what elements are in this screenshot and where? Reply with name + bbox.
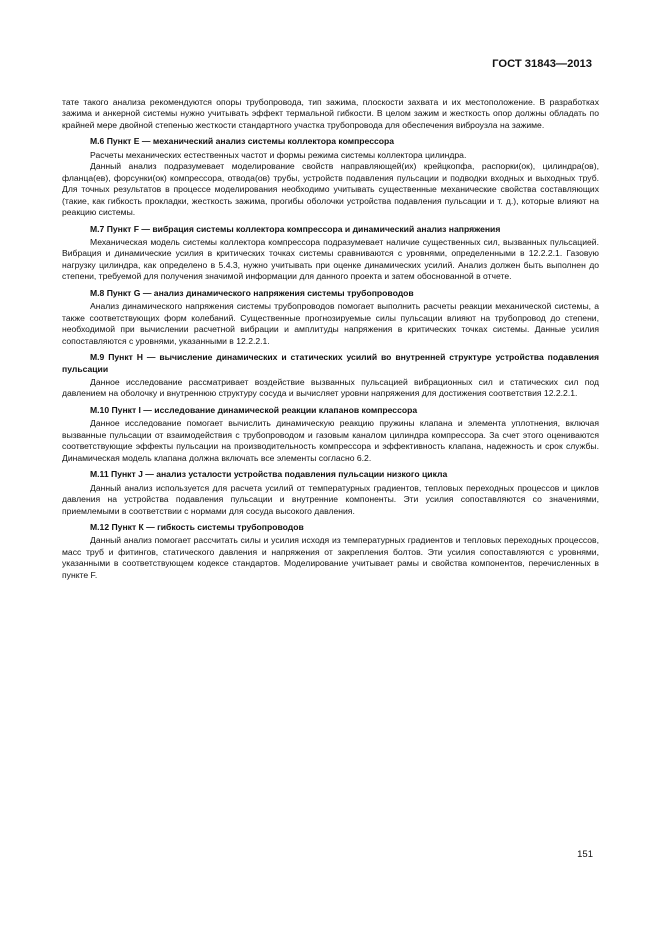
section-heading: М.10 Пункт I — исследование динамической реакции клапанов компрессора [90, 404, 418, 415]
paragraph: Данный анализ подразумевает моделирование свойств направляющей(их) крейцкопфа, распорки(ок), цилиндра(ов), фланца(ев), форсунки(ок) компрессора, отвода(ов) трубы, устройств подавления пульсации и подводки входных и выходных труб. Для точных результатов в процессе моделирования необходимо учитывать существенные механические свойства составляющих (такие, как гибкость прокладки, жесткость зажима, прогибы оболочки устройства подавления пульсации и т. д.), которые влияют на реакцию системы. [62, 161, 599, 218]
document-header: ГОСТ 31843—2013 [492, 58, 592, 70]
paragraph: Данный анализ помогает рассчитать силы и усилия исходя из температурных градиентов и тепловых переходных процессов, масс труб и фитингов, статического давления и напряжения от закрепления болтов. Эти усилия сопоставляются с уровнями, указанными в соответствующем кодексе стандартов. Моделирование учитывает рамы и свойства компонентов, перечисленных в пункте F. [62, 535, 599, 580]
paragraph: Анализ динамического напряжения системы трубопроводов помогает выполнить расчеты реакции механической системы, а также соответствующих форм колебаний. Существенные прогнозируемые силы пульсации влияют на трубопровод до степени, необходимой при вычислении расчетной вибрации и амплитуды напряжения в критических точках системы. Данные усилия сопоставляются с уровнями, указанными в 12.2.2.1. [62, 301, 599, 346]
section-heading: М.7 Пункт F — вибрация системы коллектора компрессора и динамический анализ напряжения [90, 223, 501, 234]
paragraph: Расчеты механических естественных частот и формы режима системы коллектора цилиндра. [90, 149, 467, 160]
paragraph: Механическая модель системы коллектора компрессора подразумевает наличие существенных сил, вызванных пульсацией. Вибрация и динамические усилия в критических точках системы сравниваются с уровнями, определенными в 12.2.2.1. Газовую нагрузку цилиндра, как определено в 5.4.3, нужно учитывать при оценке динамических усилий. Анализ должен быть выполнен до степени, требуемой для получения значимой информации для данного проекта и затем обоснованной в отчете. [62, 236, 599, 282]
paragraph: Данный анализ используется для расчета усилий от температурных градиентов, тепловых переходных процессов и циклов давления на устройства подавления пульсации и внутренние компоненты. Эти усилия сопоставляются со значениями, приемлемыми в соответствии с нормами для сосуда высокого давления. [62, 482, 599, 516]
section-heading: М.12 Пункт К — гибкость системы трубопроводов [90, 521, 304, 532]
section-heading: М.11 Пункт J — анализ усталости устройства подавления пульсации низкого цикла [90, 469, 448, 480]
paragraph: Данное исследование рассматривает воздействие вызванных пульсацией вибрационных сил и статических сил под давлением на оболочку и внутреннюю структуру сосуда и вычисляет уровни напряжения для достижения соответствия 12.2.2.1. [62, 376, 599, 399]
section-heading: М.9 Пункт Н — вычисление динамических и статических усилий во внутренней структуре устройства подавления пульсации [62, 352, 599, 374]
section-heading: М.8 Пункт G — анализ динамического напряжения системы трубопроводов [90, 287, 414, 298]
section-heading: М.6 Пункт Е — механический анализ системы коллектора компрессора [90, 136, 395, 147]
page-number: 151 [577, 849, 593, 860]
intro-paragraph: тате такого анализа рекомендуются опоры трубопровода, тип зажима, плоскости захвата и их местоположение. В разработках зажима и анкерной системы нужно учитывать эффект термальной гибкости. В целом зажим и жесткость опор должны обладать по крайней мере двойной степенью жесткости стандартного участка трубопровода для обеспечения виброузла на зажиме. [62, 97, 599, 130]
paragraph: Данное исследование помогает вычислить динамическую реакцию пружины клапана и элемента уплотнения, включая вызванные пульсации от взаимодействия с трубопроводом и газовым каналом цилиндра компрессора. За счет этого оцениваются соответствующие эффекты пульсации на производительность компрессора и эффективность клапана, надежность и срок службы. Динамическая модель клапана должна включать все элементы согласно 6.2. [62, 418, 599, 463]
document-body [62, 97, 599, 581]
